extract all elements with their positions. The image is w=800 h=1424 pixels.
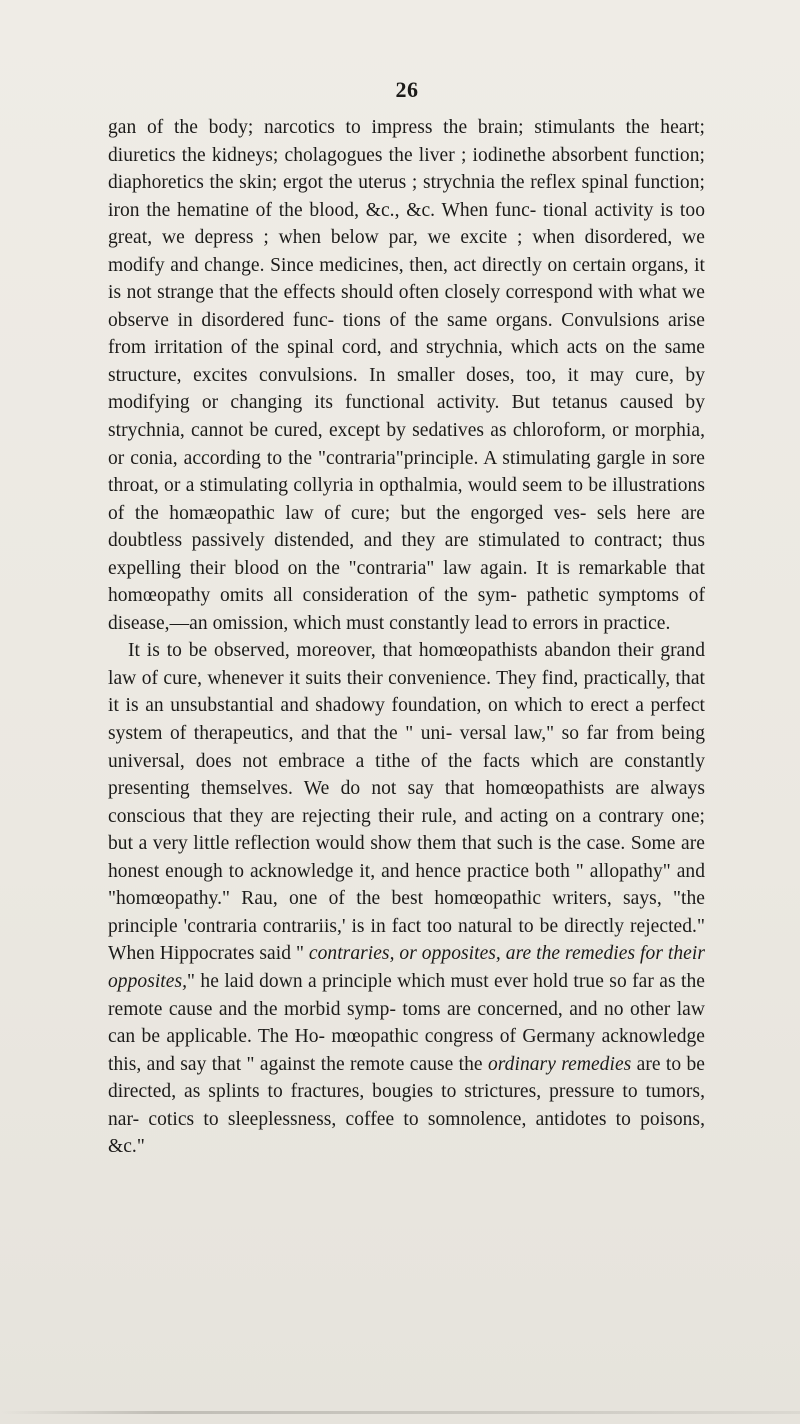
paragraph-1-text: gan of the body; narcotics to impress the brain; stimulants the heart; diuretics the kidneys; cholagogues the liver ; iodinethe absorbent function; diaphoretics the skin; ergot the uterus ; strychnia the reflex spinal function; iron the hematine of the blood, &c., &c. When func- tional activity is too great, we depress ; when below par, we excite ; when disordered, we modify and change. Since medicines, then, act directly on certain organs, it is not strange that the effects should often closely correspond with what we observe in disordered func- tions of the same organs. Convulsions arise from irritation of the spinal cord, and strychnia, which acts on the same structure, excites convulsions. In smaller doses, too, it may cure, by modifying or changing its functional activity. But tetanus caused by strychnia, cannot be cured, except by sedatives as chloroform, or morphia, or conia, according to the "contraria"principle. A stimulating gargle in sore throat, or a stimulating collyria in opthalmia, would seem to be illustrations of the homæopathic law of cure; but the engorged ves- sels here are doubtless passively distended, and they are stimulated to contract; thus expelling their blood on the "contraria" law again. It is remarkable that homœopathy omits all consideration of the sym- pathetic symptoms of disease,—an omission, which must constantly lead to errors in practice.	[108, 117, 705, 634]
page-bottom-edge	[0, 1411, 800, 1414]
paragraph-1	[108, 114, 705, 637]
paragraph-2-text-c: are to be directed, as splints to fractures, bougies to strictures, pressure to tumors, nar- cotics to sleeplessness, coffee to somnolence, antidotes to poisons, &c."	[108, 1053, 705, 1158]
paragraph-2-italic-quote: contraries, or opposites, are the remedies for their opposites,	[108, 943, 705, 992]
body-text	[108, 114, 705, 1161]
paragraph-2	[108, 637, 705, 1160]
paragraph-2-text-b: " he laid down a principle which must ever hold true so far as the remote cause and the morbid symp- toms are concerned, and no other law can be applicable. The Ho- mœopathic congress of Germany acknowledge this, and say that " against the remote cause the	[108, 970, 705, 1075]
paragraph-2-text-a: It is to be observed, moreover, that homœopathists abandon their grand law of cure, whenever it suits their convenience. They find, practically, that it is an unsubstantial and shadowy foundation, on which to erect a perfect system of therapeutics, and that the " uni- versal law," so far from being universal, does not embrace a tithe of the facts which are constantly presenting themselves. We do not say that homœopathists are always conscious that they are rejecting their rule, and acting on a contrary one; but a very little reflection would show them that such is the case. Some are honest enough to acknowledge it, and hence practice both " allopathy" and "homœopathy." Rau, one of the best homœopathic writers, says, "the principle 'contraria contrariis,' is in fact too natural to be directly rejected." When Hippocrates said "	[108, 640, 705, 965]
paragraph-2-italic-ordinary-remedies: ordinary remedies	[487, 1053, 632, 1075]
page-number: 26	[395, 77, 419, 102]
